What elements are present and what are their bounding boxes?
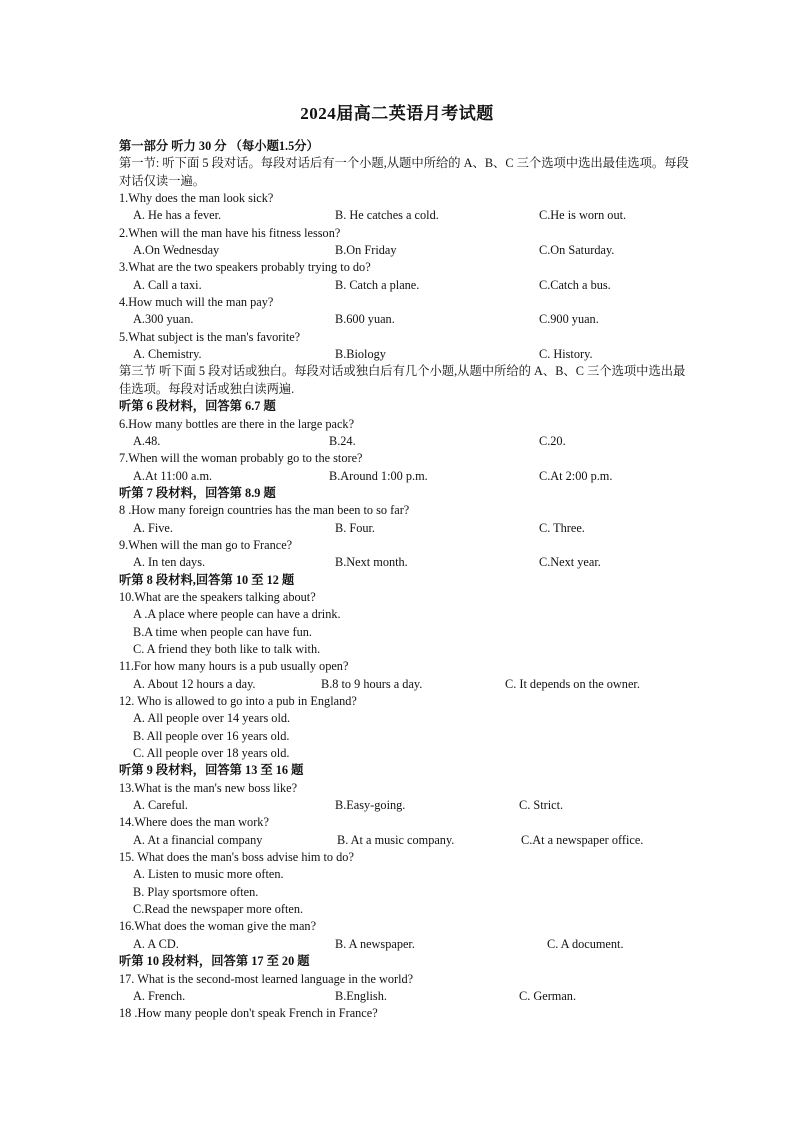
question-13-option-a: A. Careful. <box>133 798 188 813</box>
question-11-option-c: C. It depends on the owner. <box>505 676 640 691</box>
question-9-option-c: C.Next year. <box>539 555 601 570</box>
question-13-options <box>119 797 689 814</box>
question-8-options <box>119 520 689 537</box>
question-4-option-c: C.900 yuan. <box>539 312 599 327</box>
question-6-option-b: B.24. <box>329 433 356 448</box>
question-3-stem: 3.What are the two speakers probably trying to do? <box>119 260 371 275</box>
question-16-option-a: A. A CD. <box>133 936 179 951</box>
question-4-option-b: B.600 yuan. <box>335 312 395 327</box>
question-1-option-c: C.He is worn out. <box>539 208 627 223</box>
question-4-options <box>119 311 689 328</box>
question-16-option-b: B. A newspaper. <box>335 936 415 951</box>
question-6-stem: 6.How many bottles are there in the large pack? <box>119 416 355 431</box>
question-2-option-c: C.On Saturday. <box>539 243 615 258</box>
question-14-option-c: C.At a newspaper office. <box>521 832 644 847</box>
question-2-option-a: A.On Wednesday <box>133 243 220 258</box>
question-10-option-a: A .A place where people can have a drink. <box>133 607 341 622</box>
question-5-options <box>119 346 689 363</box>
question-10-option-c: C. A friend they both like to talk with. <box>133 641 321 656</box>
question-9-option-a: A. In ten days. <box>133 555 206 570</box>
part1-heading: 第一部分 听力 30 分 （每小题1.5分） <box>119 139 319 153</box>
question-8-option-c: C. Three. <box>539 520 585 535</box>
question-4-option-a: A.300 yuan. <box>133 312 194 327</box>
question-17-options <box>119 988 689 1005</box>
exam-content <box>119 138 689 1023</box>
question-16-option-c: C. A document. <box>547 936 624 951</box>
question-12-option-c: C. All people over 18 years old. <box>133 746 290 761</box>
question-1-option-b: B. He catches a cold. <box>335 208 439 223</box>
material-heading-9: 听第 9 段材料，回答第 13 至 16 题 <box>119 763 304 778</box>
question-1-options <box>119 207 689 224</box>
question-10-stem: 10.What are the speakers talking about? <box>119 589 316 604</box>
question-5-option-a: A. Chemistry. <box>133 347 202 362</box>
section3-heading: 第三节 听下面 5 段对话或独白。每段对话或独白后有几个小题,从题中所给的 A、B、C 三个选项中选出最佳选项。每段对话或独白读两遍. <box>119 364 686 396</box>
question-3-option-a: A. Call a taxi. <box>133 277 202 292</box>
question-2-options <box>119 242 689 259</box>
question-12-option-a: A. All people over 14 years old. <box>133 711 291 726</box>
question-11-option-a: A. About 12 hours a day. <box>133 676 256 691</box>
question-5-option-c: C. History. <box>539 347 593 362</box>
material-heading-8: 听第 8 段材料,回答第 10 至 12 题 <box>119 572 295 587</box>
question-17-stem: 17. What is the second-most learned language in the world? <box>119 971 414 986</box>
question-13-option-b: B.Easy-going. <box>335 798 406 813</box>
question-15-option-b: B. Play sportsmore often. <box>133 884 259 899</box>
question-9-stem: 9.When will the man go to France? <box>119 537 293 552</box>
question-3-option-b: B. Catch a plane. <box>335 277 420 292</box>
question-5-option-b: B.Biology <box>335 347 386 362</box>
section1-heading: 第一节: 听下面 5 段对话。每段对话后有一个小题,从题中所给的 A、B、C 三个选项中选出最佳选项。每段对话仅读一遍。 <box>119 156 689 188</box>
question-1-option-a: A. He has a fever. <box>133 208 222 223</box>
question-12-stem: 12. Who is allowed to go into a pub in England? <box>119 694 357 708</box>
question-14-option-b: B. At a music company. <box>337 832 455 847</box>
exam-title: 2024届高二英语月考试题 <box>300 104 494 123</box>
question-13-stem: 13.What is the man's new boss like? <box>119 780 298 795</box>
question-15-stem: 15. What does the man's boss advise him to do? <box>119 850 354 865</box>
question-4-stem: 4.How much will the man pay? <box>119 295 274 310</box>
question-12-option-b: B. All people over 16 years old. <box>133 728 290 743</box>
material-heading-6: 听第 6 段材料，回答第 6.7 题 <box>119 399 276 414</box>
material-heading-7: 听第 7 段材料，回答第 8.9 题 <box>119 485 276 500</box>
question-15-option-c: C.Read the newspaper more often. <box>133 902 304 917</box>
question-13-option-c: C. Strict. <box>519 798 564 813</box>
question-6-options <box>119 433 689 450</box>
question-3-option-c: C.Catch a bus. <box>539 277 611 292</box>
question-8-option-a: A. Five. <box>133 520 173 535</box>
question-1-stem: 1.Why does the man look sick? <box>119 191 274 206</box>
question-14-options <box>119 832 689 849</box>
question-2-stem: 2.When will the man have his fitness lesson? <box>119 225 341 240</box>
question-17-option-c: C. German. <box>519 988 577 1003</box>
question-2-option-b: B.On Friday <box>335 243 397 258</box>
question-7-option-b: B.Around 1:00 p.m. <box>329 468 428 483</box>
question-15-option-a: A. Listen to music more often. <box>133 867 284 882</box>
question-18-stem: 18 .How many people don't speak French in France? <box>119 1006 378 1021</box>
question-17-option-b: B.English. <box>335 988 387 1003</box>
question-7-option-a: A.At 11:00 a.m. <box>133 468 213 483</box>
question-11-option-b: B.8 to 9 hours a day. <box>321 676 423 691</box>
question-3-options <box>119 277 689 294</box>
question-5-stem: 5.What subject is the man's favorite? <box>119 329 301 344</box>
question-7-option-c: C.At 2:00 p.m. <box>539 468 613 483</box>
question-11-options <box>119 676 689 693</box>
question-8-stem: 8 .How many foreign countries has the man been to so far? <box>119 503 410 518</box>
question-7-options <box>119 468 689 485</box>
question-10-option-b: B.A time when people can have fun. <box>133 624 312 639</box>
question-17-option-a: A. French. <box>133 988 186 1003</box>
question-16-stem: 16.What does the woman give the man? <box>119 919 317 934</box>
question-7-stem: 7.When will the woman probably go to the store? <box>119 451 363 466</box>
question-8-option-b: B. Four. <box>335 520 375 535</box>
question-9-option-b: B.Next month. <box>335 555 408 570</box>
material-heading-10: 听第 10 段材料，回答第 17 至 20 题 <box>119 954 310 969</box>
question-14-option-a: A. At a financial company <box>133 832 263 847</box>
question-16-options <box>119 936 689 953</box>
question-14-stem: 14.Where does the man work? <box>119 815 269 830</box>
question-6-option-a: A.48. <box>133 433 161 448</box>
question-6-option-c: C.20. <box>539 433 566 448</box>
question-11-stem: 11.For how many hours is a pub usually open? <box>119 659 349 674</box>
question-9-options <box>119 554 689 571</box>
